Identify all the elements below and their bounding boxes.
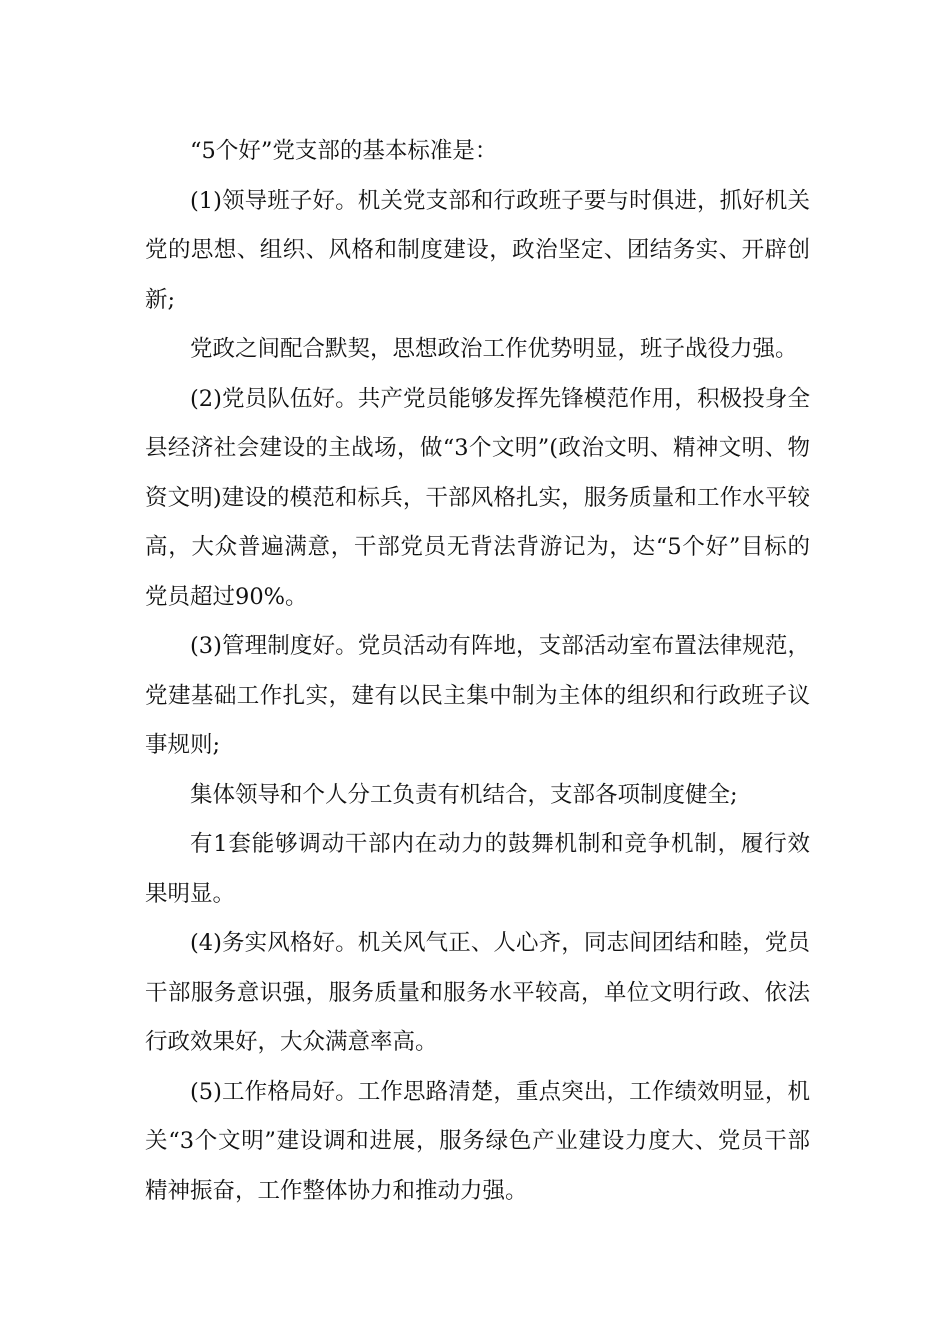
paragraph-standard-3: (3)管理制度好。党员活动有阵地，支部活动室布置法律规范，党建基础工作扎实，建有以民主集中制为主体的组织和行政班子议事规则; (145, 633, 810, 758)
paragraph-standard-3-continued-b: 有1套能够调动干部内在动力的鼓舞机制和竞争机制，履行效果明显。 (145, 831, 810, 907)
paragraph-standard-2: (2)党员队伍好。共产党员能够发挥先锋模范作用，积极投身全县经济社会建设的主战场，做“3个文明”(政治文明、精神文明、物资文明)建设的模范和标兵，干部风格扎实，服务质量和工作水平较高，大众普遍满意，干部党员无背法背游记为，达“5个好”目标的党员超过90%。 (145, 385, 810, 610)
document-body (145, 127, 810, 1216)
paragraph-standard-5: (5)工作格局好。工作思路清楚，重点突出，工作绩效明显，机关“3个文明”建设调和进展，服务绿色产业建设力度大、党员干部精神振奋，工作整体协力和推动力强。 (145, 1078, 810, 1204)
paragraph-intro: “5个好”党支部的基本标准是： (190, 138, 498, 164)
paragraph-standard-4: (4)务实风格好。机关风气正、人心齐，同志间团结和睦，党员干部服务意识强，服务质量和服务水平较高，单位文明行政、依法行政效果好，大众满意率高。 (145, 930, 810, 1055)
paragraph-standard-1: (1)领导班子好。机关党支部和行政班子要与时俱进，抓好机关党的思想、组织、风格和制度建设，政治坚定、团结务实、开辟创新; (145, 187, 810, 313)
paragraph-standard-3-continued-a: 集体领导和个人分工负责有机结合，支部各项制度健全; (190, 781, 738, 808)
paragraph-standard-1-continued: 党政之间配合默契，思想政治工作优势明显，班子战役力强。 (190, 336, 798, 362)
